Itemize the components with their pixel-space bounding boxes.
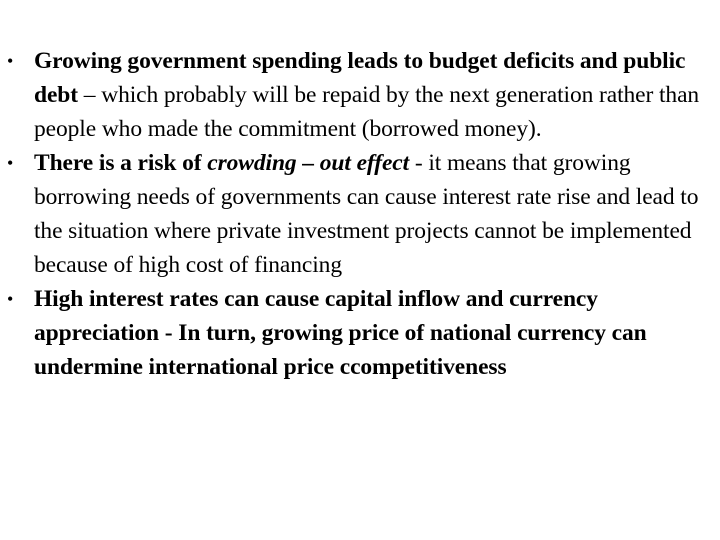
bullet-item-crowding-out bbox=[0, 146, 720, 282]
bullet-3-bold-text: High interest rates can cause capital inflow and currency appreciation - In turn, growing price of national currency can undermine international price ccompetitiveness bbox=[34, 286, 647, 380]
bullet-icon: • bbox=[7, 289, 14, 309]
bullet-list bbox=[0, 44, 720, 384]
bullet-1-regular-text: – which probably will be repaid by the next generation rather than people who made the commitment (borrowed money). bbox=[34, 82, 700, 142]
bullet-item-interest-rates bbox=[0, 282, 720, 384]
bullet-2-regular-text: - it means that growing borrowing needs of governments can cause interest rate rise and lead to the situation where private investment projects cannot be implemented because of high cost of financing bbox=[34, 150, 699, 278]
bullet-item-deficits bbox=[0, 44, 720, 146]
bullet-icon: • bbox=[7, 51, 14, 71]
bullet-1-bold-text: Growing government spending leads to budget deficits and public debt bbox=[34, 48, 686, 108]
bullet-2-italic-term: crowding – out effect bbox=[207, 150, 415, 176]
bullet-2-bold-text: There is a risk of bbox=[34, 150, 208, 176]
bullet-icon: • bbox=[7, 153, 14, 173]
